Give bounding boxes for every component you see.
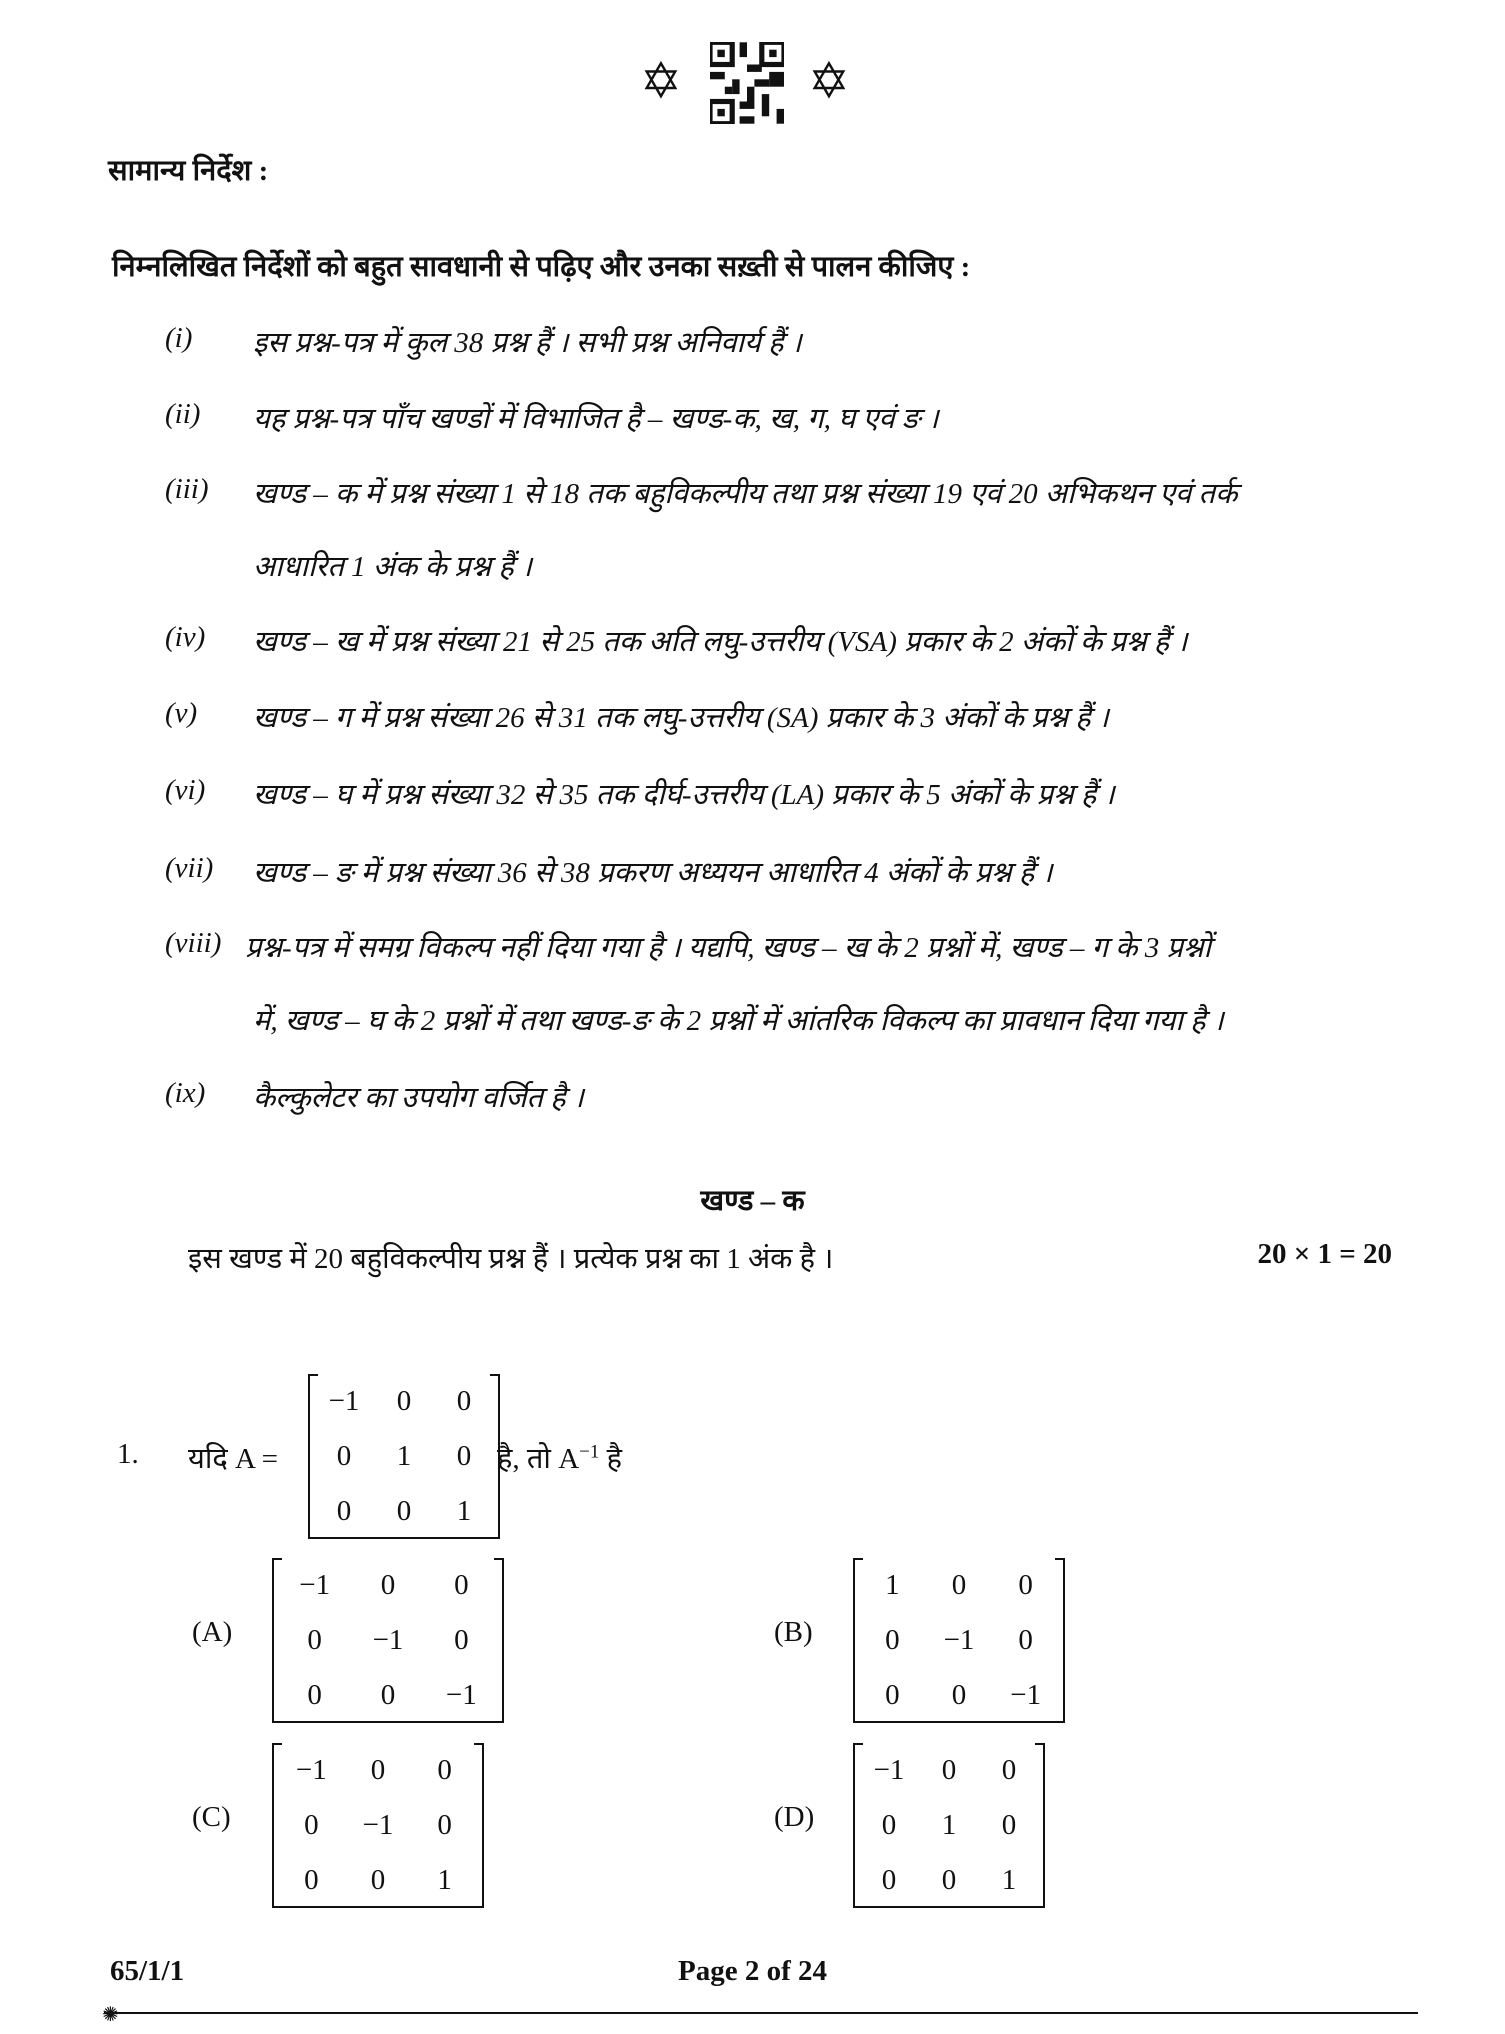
instruction-text-continued: में, खण्ड – घ के 2 प्रश्नों में तथा खण्ड-ङ के 2 प्रश्नों में आंतरिक विकल्प का प्रावधान दिया गया है । bbox=[253, 1005, 1224, 1037]
option-label[interactable]: (A) bbox=[192, 1616, 233, 1648]
option-matrix bbox=[272, 1558, 504, 1723]
matrix-cell: −1 bbox=[943, 1624, 975, 1656]
option-label[interactable]: (B) bbox=[774, 1616, 813, 1648]
instruction-number: (ii) bbox=[165, 398, 201, 430]
matrix-cell: 0 bbox=[396, 1495, 412, 1527]
instruction-number: (vii) bbox=[165, 852, 214, 884]
question-suffix-text: है, तो A bbox=[497, 1443, 580, 1475]
matrix-cell: 0 bbox=[336, 1495, 352, 1527]
matrix-cell: −1 bbox=[295, 1754, 327, 1786]
option-matrix bbox=[853, 1743, 1045, 1908]
matrix-cell: 0 bbox=[1018, 1624, 1033, 1656]
instruction-text: कैल्कुलेटर का उपयोग वर्जित है । bbox=[253, 1082, 584, 1114]
instruction-number: (vi) bbox=[165, 774, 206, 806]
option-label[interactable]: (C) bbox=[192, 1801, 231, 1833]
matrix-cell: 0 bbox=[336, 1440, 352, 1472]
instruction-text: खण्ड – ङ में प्रश्न संख्या 36 से 38 प्रकरण अध्ययन आधारित 4 अंकों के प्रश्न हैं । bbox=[253, 857, 1053, 889]
matrix-cell: −1 bbox=[328, 1385, 360, 1417]
instruction-number: (ix) bbox=[165, 1077, 206, 1109]
matrix-cell: 0 bbox=[304, 1809, 319, 1841]
matrix-cell: 0 bbox=[454, 1569, 469, 1601]
instruction-number: (iv) bbox=[165, 621, 206, 653]
question-suffix bbox=[497, 1438, 622, 1477]
matrix-cell: −1 bbox=[1010, 1679, 1042, 1711]
footer-ornament-icon: ✺ bbox=[102, 2004, 119, 2026]
matrix-cell: 1 bbox=[941, 1809, 957, 1841]
matrix-A bbox=[308, 1374, 500, 1539]
matrix-cell: −1 bbox=[372, 1624, 404, 1656]
instruction-number: (viii) bbox=[165, 927, 222, 959]
star-of-david-icon: ✡ bbox=[640, 53, 682, 109]
matrix-cell: 0 bbox=[941, 1864, 957, 1896]
instruction-number: (i) bbox=[165, 322, 193, 354]
paper-code: 65/1/1 bbox=[110, 1955, 185, 1987]
question-prefix: यदि A = bbox=[188, 1443, 278, 1475]
matrix-cell: −1 bbox=[299, 1569, 331, 1601]
instructions-intro: निम्नलिखित निर्देशों को बहुत सावधानी से पढ़िए और उनका सख़्ती से पालन कीजिए : bbox=[112, 251, 971, 283]
matrix-cell: 0 bbox=[1001, 1809, 1017, 1841]
qr-code bbox=[710, 42, 784, 124]
matrix-cell: 0 bbox=[885, 1679, 900, 1711]
general-instructions-title: सामान्य निर्देश : bbox=[108, 155, 269, 187]
matrix-cell: 1 bbox=[1001, 1864, 1017, 1896]
section-marks: 20 × 1 = 20 bbox=[1257, 1238, 1392, 1270]
matrix-cell: 0 bbox=[370, 1754, 386, 1786]
instruction-text: खण्ड – घ में प्रश्न संख्या 32 से 35 तक दीर्घ-उत्तरीय (LA) प्रकार के 5 अंकों के प्रश्न हैं । bbox=[253, 779, 1115, 811]
matrix-cell: 0 bbox=[437, 1754, 452, 1786]
option-matrix bbox=[272, 1743, 484, 1908]
instruction-number: (v) bbox=[165, 697, 198, 729]
instruction-number: (iii) bbox=[165, 473, 209, 505]
option-matrix bbox=[853, 1558, 1065, 1723]
instruction-text: इस प्रश्न-पत्र में कुल 38 प्रश्न हैं । सभी प्रश्न अनिवार्य हैं । bbox=[253, 327, 802, 359]
instruction-text: खण्ड – क में प्रश्न संख्या 1 से 18 तक बहुविकल्पीय तथा प्रश्न संख्या 19 एवं 20 अभिकथन एवं तर्क bbox=[253, 478, 1238, 510]
matrix-cell: 0 bbox=[396, 1385, 412, 1417]
matrix-cell: 1 bbox=[885, 1569, 900, 1601]
matrix-cell: 0 bbox=[885, 1624, 900, 1656]
matrix-cell: 0 bbox=[437, 1809, 452, 1841]
matrix-cell: 1 bbox=[396, 1440, 412, 1472]
matrix-cell: 0 bbox=[380, 1569, 396, 1601]
inverse-superscript: −1 bbox=[579, 1441, 600, 1463]
matrix-cell: 0 bbox=[370, 1864, 386, 1896]
matrix-cell: 1 bbox=[437, 1864, 452, 1896]
matrix-cell: 0 bbox=[1001, 1754, 1017, 1786]
instruction-text: खण्ड – ग में प्रश्न संख्या 26 से 31 तक लघु-उत्तरीय (SA) प्रकार के 3 अंकों के प्रश्न हैं । bbox=[253, 702, 1109, 734]
matrix-cell: −1 bbox=[445, 1679, 477, 1711]
matrix-cell: 0 bbox=[881, 1809, 897, 1841]
star-of-david-icon: ✡ bbox=[808, 53, 850, 109]
matrix-cell: 0 bbox=[456, 1440, 472, 1472]
matrix-cell: 0 bbox=[454, 1624, 469, 1656]
matrix-cell: 1 bbox=[456, 1495, 472, 1527]
instruction-text: यह प्रश्न-पत्र पाँच खण्डों में विभाजित है – खण्ड-क, ख, ग, घ एवं ङ । bbox=[253, 403, 939, 435]
matrix-cell: 0 bbox=[380, 1679, 396, 1711]
section-title: खण्ड – क bbox=[700, 1185, 805, 1217]
matrix-cell: 0 bbox=[304, 1864, 319, 1896]
section-description: इस खण्ड में 20 बहुविकल्पीय प्रश्न हैं । प्रत्येक प्रश्न का 1 अंक है । bbox=[188, 1243, 834, 1275]
instruction-text: खण्ड – ख में प्रश्न संख्या 21 से 25 तक अति लघु-उत्तरीय (VSA) प्रकार के 2 अंकों के प्रश्न हैं । bbox=[253, 626, 1188, 658]
matrix-cell: 0 bbox=[941, 1754, 957, 1786]
page-header bbox=[0, 42, 1505, 126]
footer-rule bbox=[104, 2012, 1418, 2014]
question-suffix-end: है bbox=[599, 1443, 623, 1475]
question-number: 1. bbox=[117, 1438, 139, 1470]
matrix-cell: −1 bbox=[873, 1754, 905, 1786]
instruction-text-continued: आधारित 1 अंक के प्रश्न हैं । bbox=[253, 551, 532, 583]
matrix-cell: 0 bbox=[1018, 1569, 1033, 1601]
matrix-cell: 0 bbox=[307, 1624, 322, 1656]
matrix-cell: 0 bbox=[951, 1569, 967, 1601]
matrix-cell: 0 bbox=[881, 1864, 897, 1896]
matrix-cell: 0 bbox=[951, 1679, 967, 1711]
matrix-cell: 0 bbox=[456, 1385, 472, 1417]
page-number: Page 2 of 24 bbox=[678, 1955, 827, 1987]
matrix-cell: −1 bbox=[362, 1809, 394, 1841]
matrix-cell: 0 bbox=[307, 1679, 322, 1711]
instruction-text: प्रश्न-पत्र में समग्र विकल्प नहीं दिया गया है । यद्यपि, खण्ड – ख के 2 प्रश्नों में, खण्ड – ग के 3 प्रश्नों bbox=[245, 932, 1211, 964]
option-label[interactable]: (D) bbox=[774, 1801, 815, 1833]
